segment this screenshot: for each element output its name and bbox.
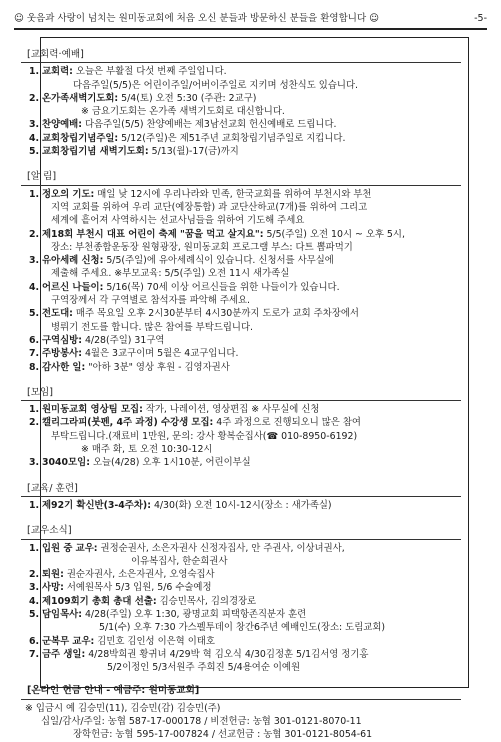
item-text: 서예원목사 5/3 입원, 5/6 수술예정 xyxy=(66,582,212,594)
list-item xyxy=(19,499,474,512)
section-title: [모임] xyxy=(27,386,54,398)
item-label: 담임목사: xyxy=(41,608,82,620)
item-text: 4주 과정으로 진행되오니 많은 참여 xyxy=(216,417,361,429)
item-number: 4. xyxy=(29,595,40,607)
item-text: 오늘(4/28) 오후 1시10분, 어린이부실 xyxy=(92,457,251,469)
section-divider xyxy=(21,496,461,497)
item-number: 3. xyxy=(29,582,40,594)
list-item xyxy=(19,307,474,320)
item-label: 교회력: xyxy=(41,66,73,78)
list-item xyxy=(19,456,474,469)
item-continuation: 병뤼기 전도를 합니다. 많은 참여를 부탁드립니다. xyxy=(51,321,253,333)
item-number: 5. xyxy=(29,308,40,320)
list-item xyxy=(19,92,474,105)
item-continuation: 부탁드립니다.(재료비 1만원, 문의: 강사 황복순집사(☎ 010-8950-6192) xyxy=(51,430,358,442)
item-continuation: 장소: 부천종합운동장 원형광장, 원미동교회 프로그램 부스: 다트 뽑파먹기 xyxy=(51,241,353,253)
section-divider xyxy=(21,400,461,401)
item-number: 2. xyxy=(29,417,40,429)
section-notices xyxy=(19,170,474,373)
item-label: 전도대: xyxy=(41,308,73,320)
item-label: 교회창립기념 새벽기도회: xyxy=(41,146,149,158)
section-divider xyxy=(21,185,461,186)
page-number: -5- xyxy=(474,13,487,24)
item-number: 5. xyxy=(29,146,40,158)
item-label: 제109회기 총회 총대 선출: xyxy=(41,595,157,607)
item-number: 3. xyxy=(29,255,40,267)
list-item xyxy=(19,118,474,131)
item-text: 5/5(주일) 오전 10시 ~ 오후 5시, xyxy=(266,228,405,240)
item-number: 5. xyxy=(29,608,40,620)
item-label: 입원 중 교우: xyxy=(41,542,98,554)
item-label: 온가족새벽기도회: xyxy=(41,92,119,104)
item-label: 교회창립기념주일: xyxy=(41,132,119,144)
item-label: 제18회 부천시 대표 어린이 축제 "꿈을 먹고 살지요": xyxy=(41,228,264,240)
item-continuation: 이유복집사, 한순희권사 xyxy=(131,555,228,567)
section-meetings xyxy=(19,386,474,470)
item-number: 7. xyxy=(29,648,40,660)
item-label: 캘리그라피(붓펜, 4주 과정) 수강생 모집: xyxy=(41,417,214,429)
list-item xyxy=(19,347,474,360)
item-label: 사망: xyxy=(41,582,64,594)
item-text: 오늘은 부활절 다섯 번째 주일입니다. xyxy=(75,66,227,78)
item-text: 매일 낮 12시에 우리나라와 민족, 한국교회를 위하여 부천시와 부천 xyxy=(97,188,372,200)
item-text: 5/12(주일)은 제51주년 교회창립기념주일로 지킵니다. xyxy=(121,132,346,144)
item-text: 4/28(주일) 31구역 xyxy=(84,334,165,346)
item-text: 4월은 3교구이며 5월은 4교구입니다. xyxy=(84,348,239,360)
section-education xyxy=(19,482,474,513)
item-label: 제92기 확신반(3-4주차): xyxy=(41,499,151,511)
list-item xyxy=(19,581,474,594)
item-number: 7. xyxy=(29,348,40,360)
section-title: [온라인 헌금 안내 - 예금주: 원미동교회] xyxy=(27,685,200,697)
item-continuation: 제출해 주세요. ※부모교육: 5/5(주일) 오전 11시 새가족실 xyxy=(51,268,290,280)
header-welcome-text: ☺ 웃음과 사랑이 넘치는 원미동교회에 처음 오신 분들과 방문하신 분들을 환영합니다 ☺ xyxy=(14,13,380,24)
list-item xyxy=(19,334,474,347)
item-label: 퇴원: xyxy=(41,569,64,581)
item-continuation: 다음주일(5/5)은 어린이주일/어버이주일로 지키며 성찬식도 있습니다. xyxy=(73,79,358,91)
item-text: 다음주일(5/5) 찬양예배는 제3남선교회 헌신예배로 드립니다. xyxy=(84,119,337,131)
list-item xyxy=(19,145,474,158)
section-member-news xyxy=(19,524,474,674)
item-number: 1. xyxy=(29,188,40,200)
item-text: 김승민목사, 김의경장로 xyxy=(159,595,257,607)
item-label: 금주 생일: xyxy=(41,648,86,660)
item-number: 1. xyxy=(29,499,40,511)
section-title: [교회력·예배] xyxy=(27,49,84,60)
item-number: 1. xyxy=(29,404,40,416)
item-number: 4. xyxy=(29,132,40,144)
item-note: ※ 매주 화, 토 오전 10:30-12시 xyxy=(81,444,213,456)
item-note: ※ 금요기도회는 온가족 새벽기도회로 대신합니다. xyxy=(81,106,285,118)
item-text: 5/13(월)-17(금)까지 xyxy=(151,146,239,158)
list-item xyxy=(19,608,474,621)
item-label: 군복무 교우: xyxy=(41,635,95,647)
list-item xyxy=(19,416,474,429)
item-label: 구역심방: xyxy=(41,334,82,346)
section-worship xyxy=(19,48,474,158)
item-number: 8. xyxy=(29,361,40,373)
item-text: 5/16(목) 70세 이상 어르신들을 위한 나들이가 있습니다. xyxy=(106,281,340,293)
list-item xyxy=(19,403,474,416)
section-divider xyxy=(21,62,461,63)
list-item xyxy=(19,361,474,374)
item-text: 5/5(주일)에 유아세례식이 있습니다. 신청서를 사무실에 xyxy=(106,255,334,267)
offering-accounts-line: 장학헌금: 농협 595-17-007824 / 선교헌금 : 농협 301-0121-8054-61 xyxy=(73,729,373,741)
item-text: 4/28박희권 황귀녀 4/29박 혁 김오식 4/30김정훈 5/1김서영 정기홍 xyxy=(88,648,369,660)
section-title: [알 림] xyxy=(27,171,57,183)
item-label: 찬양예배: xyxy=(41,119,82,131)
item-number: 2. xyxy=(29,92,40,104)
list-item xyxy=(19,542,474,555)
item-number: 1. xyxy=(29,542,40,554)
page-header xyxy=(14,12,487,28)
offering-note: ※ 입금시 예 김승민(11), 김승민(감) 김승민(주) xyxy=(25,702,221,714)
item-number: 1. xyxy=(29,66,40,78)
item-text: 권순자권사, 소은자권사, 오영숙집사 xyxy=(66,569,215,581)
list-item xyxy=(19,254,474,267)
item-text: "아하 3분" 영상 후원 - 김영자권사 xyxy=(88,361,230,373)
list-item xyxy=(19,568,474,581)
item-continuation: 지역 교회를 위하여 우리 교단(예장통합) 과 교단산하교(7개)를 위하여 그리고 xyxy=(51,201,368,213)
item-number: 2. xyxy=(29,569,40,581)
list-item xyxy=(19,635,474,648)
item-continuation: 5/2이정인 5/3서원주 주희진 5/4용여순 이예원 xyxy=(107,662,301,674)
item-continuation: 구역장께서 각 구역별로 참석자를 파악해 주세요. xyxy=(51,295,251,307)
item-number: 6. xyxy=(29,635,40,647)
bulletin-frame xyxy=(25,37,469,741)
item-label: 3040모임: xyxy=(41,457,90,469)
list-item xyxy=(19,132,474,145)
item-label: 감사한 일: xyxy=(41,361,86,373)
item-number: 6. xyxy=(29,334,40,346)
list-item xyxy=(19,65,474,78)
section-online-offering xyxy=(19,684,474,741)
item-label: 어르신 나들이: xyxy=(41,281,104,293)
item-number: 3. xyxy=(29,119,40,131)
item-label: 유아세례 신청: xyxy=(41,255,104,267)
item-text: 매주 목요일 오후 2시30분부터 4시30분까지 도로가 교회 주차장에서 xyxy=(75,308,359,320)
header-rule xyxy=(14,28,487,30)
list-item xyxy=(19,228,474,241)
section-title: [교육/ 훈련] xyxy=(27,482,78,494)
item-label: 정오의 기도: xyxy=(41,188,95,200)
item-continuation: 5/1(수) 오후 7:30 가스펠투데이 창간6주년 예배인도(장소: 도림교회) xyxy=(99,622,386,634)
item-number: 2. xyxy=(29,228,40,240)
item-text: 4/28(주일) 오후 1:30, 광명교회 피택항존직분자 훈련 xyxy=(84,608,307,620)
list-item xyxy=(19,648,474,661)
item-label: 주방봉사: xyxy=(41,348,82,360)
item-text: 5/4(토) 오전 5:30 (주관: 2교구) xyxy=(121,92,257,104)
list-item xyxy=(19,281,474,294)
section-title: [교우소식] xyxy=(27,525,72,537)
item-label: 원미동교회 영상팀 모집: xyxy=(41,404,143,416)
item-continuation: 세계에 흩어져 사역하시는 선교사님들을 위하여 기도해 주세요 xyxy=(51,215,305,227)
item-text: 작가, 나레이션, 영상편집 ※ 사무실에 신청 xyxy=(145,404,320,416)
item-text: 권정순권사, 소은자권사 신정자집사, 안 주권사, 이상녀권사, xyxy=(100,542,345,554)
offering-accounts-line: 십일/감사/주일: 농협 587-17-000178 / 비전헌금: 농협 301-0121-8070-11 xyxy=(41,716,362,728)
list-item xyxy=(19,595,474,608)
section-divider xyxy=(21,539,461,540)
list-item xyxy=(19,188,474,201)
item-text: 4/30(화) 오전 10시-12시(장소 : 새가족실) xyxy=(153,499,332,511)
item-text: 김민호 김인성 이은혁 이태호 xyxy=(97,635,215,647)
item-number: 3. xyxy=(29,457,40,469)
item-number: 4. xyxy=(29,281,40,293)
